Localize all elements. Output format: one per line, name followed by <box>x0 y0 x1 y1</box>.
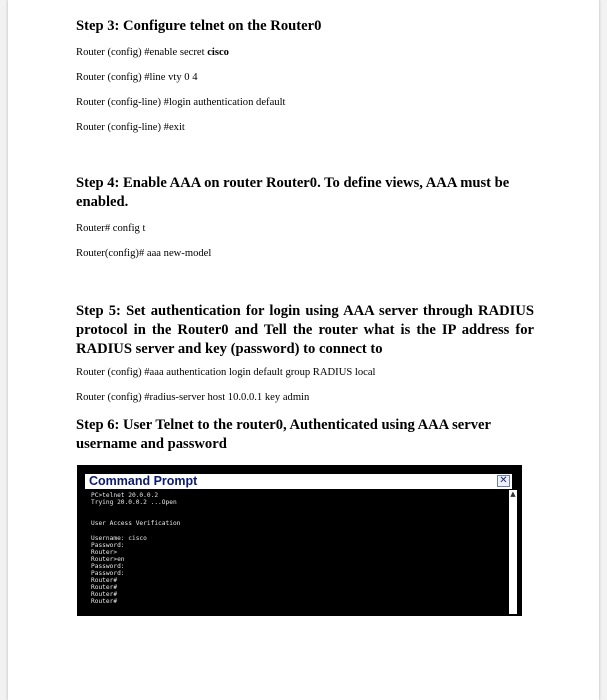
step4-command-1: Router# config t <box>76 223 146 234</box>
step5-command-1: Router (config) #aaa authentication login default group RADIUS local <box>76 367 376 378</box>
step6-heading: Step 6: User Telnet to the router0, Authenticated using AAA server username and password <box>76 417 491 452</box>
scroll-up-arrow-icon[interactable]: ▲ <box>510 490 516 498</box>
terminal-line: Router> <box>91 549 118 556</box>
window-title: Command Prompt <box>89 474 198 488</box>
step4-command-2: Router(config)# aaa new-model <box>76 248 212 259</box>
terminal-line: Password: <box>91 563 125 570</box>
command-prompt-window <box>77 465 522 616</box>
terminal-line: Router# <box>91 598 118 605</box>
vertical-scrollbar[interactable] <box>509 490 517 614</box>
terminal-line: Router# <box>91 577 118 584</box>
step3-command-3: Router (config-line) #login authentication default <box>76 97 286 108</box>
terminal-line: Router# <box>91 591 118 598</box>
step5-command-2: Router (config) #radius-server host 10.0.0.1 key admin <box>76 392 310 403</box>
step3-command-1-text: Router (config) #enable secret <box>76 47 208 58</box>
step3-heading: Step 3: Configure telnet on the Router0 <box>76 18 322 34</box>
terminal-line: Router>en <box>91 556 125 563</box>
terminal-line: Password: <box>91 542 125 549</box>
command-prompt-titlebar <box>85 474 512 489</box>
terminal-line: Password: <box>91 570 125 577</box>
step3-command-4: Router (config-line) #exit <box>76 122 185 133</box>
terminal-line: Trying 20.0.0.2 ...Open <box>91 499 177 506</box>
terminal-line: Router# <box>91 584 118 591</box>
terminal-line: Username: cisco <box>91 535 147 542</box>
close-icon[interactable]: ✕ <box>497 475 510 487</box>
step4-heading: Step 4: Enable AAA on router Router0. To define views, AAA must be enabled. <box>76 175 510 210</box>
step5-heading: Step 5: Set authentication for login using AAA server through RADIUS protocol in the Router0 and Tell the router what is the IP address for RADIUS server and key (password) to connect to <box>76 303 534 357</box>
terminal-line: User Access Verification <box>91 520 181 527</box>
step3-command-2: Router (config) #line vty 0 4 <box>76 72 198 83</box>
step3-command-1 <box>76 46 229 59</box>
step3-command-1-password: cisco <box>207 47 229 58</box>
terminal-line: PC>telnet 20.0.0.2 <box>91 492 159 499</box>
